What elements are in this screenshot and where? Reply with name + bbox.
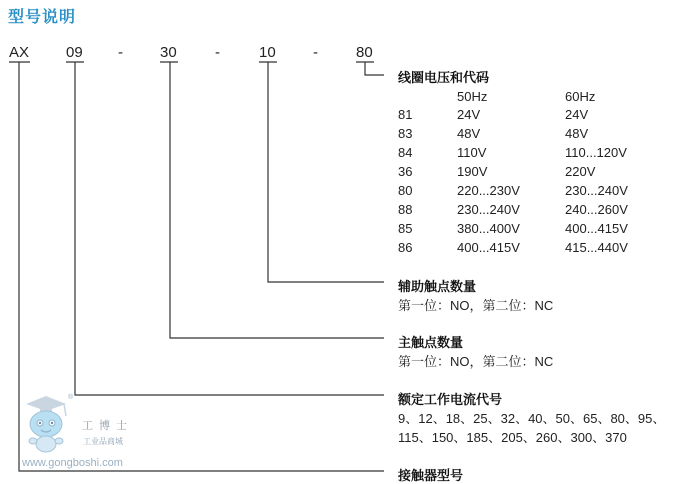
current-section-title: 额定工作电流代号 <box>398 392 503 407</box>
coil-section-title: 线圈电压和代码 <box>398 70 490 85</box>
connector-main <box>170 62 384 338</box>
table-cell-60hz: 415...440V <box>565 240 628 255</box>
watermark-brand: 工博士 <box>82 419 133 432</box>
table-cell-60hz: 220V <box>565 164 596 179</box>
code-main-contacts: 30 <box>160 44 177 61</box>
main-section-title: 主触点数量 <box>398 335 464 350</box>
table-cell-50hz: 220...230V <box>457 183 520 198</box>
table-cell-50hz: 24V <box>457 107 481 122</box>
current-section-line1: 9、12、18、25、32、40、50、65、80、95、 <box>398 411 666 426</box>
table-cell-60hz: 230...240V <box>565 183 628 198</box>
main-section-text: 第一位：NO，第二位：NC <box>398 354 554 369</box>
header-60hz: 60Hz <box>565 89 596 104</box>
table-cell-code: 85 <box>398 221 413 236</box>
header-50hz: 50Hz <box>457 89 488 104</box>
table-cell-50hz: 190V <box>457 164 488 179</box>
connector-coil <box>365 62 384 75</box>
table-cell-code: 36 <box>398 164 413 179</box>
table-cell-60hz: 110...120V <box>565 145 627 160</box>
table-cell-50hz: 380...400V <box>457 221 520 236</box>
connector-current <box>75 62 384 395</box>
table-cell-50hz: 400...415V <box>457 240 520 255</box>
registered-mark: ® <box>68 394 74 401</box>
mascot-logo-icon <box>20 394 76 456</box>
watermark-subtitle: 工业品商城 <box>83 437 123 446</box>
type-section-title: 接触器型号 <box>398 468 464 483</box>
code-current: 09 <box>66 44 83 61</box>
connector-aux <box>268 62 384 282</box>
aux-section-title: 辅助触点数量 <box>398 279 477 294</box>
table-cell-code: 88 <box>398 202 413 217</box>
table-cell-code: 83 <box>398 126 413 141</box>
table-cell-60hz: 240...260V <box>565 202 628 217</box>
aux-section-text: 第一位：NO，第二位：NC <box>398 298 554 313</box>
code-separator: - <box>118 44 123 61</box>
table-cell-code: 80 <box>398 183 413 198</box>
watermark-url: www.gongboshi.com <box>22 457 123 469</box>
table-cell-code: 81 <box>398 107 413 122</box>
table-cell-code: 86 <box>398 240 413 255</box>
code-separator: - <box>215 44 220 61</box>
table-cell-60hz: 400...415V <box>565 221 628 236</box>
table-cell-60hz: 48V <box>565 126 589 141</box>
table-cell-50hz: 230...240V <box>457 202 520 217</box>
page-title: 型号说明 <box>8 9 77 26</box>
code-prefix: AX <box>9 44 30 61</box>
code-aux-contacts: 10 <box>259 44 276 61</box>
code-coil: 80 <box>356 44 373 61</box>
code-separator: - <box>313 44 318 61</box>
table-cell-60hz: 24V <box>565 107 589 122</box>
table-cell-code: 84 <box>398 145 413 160</box>
table-cell-50hz: 110V <box>457 145 487 160</box>
current-section-line2: 115、150、185、205、260、300、370 <box>398 430 627 445</box>
table-cell-50hz: 48V <box>457 126 481 141</box>
